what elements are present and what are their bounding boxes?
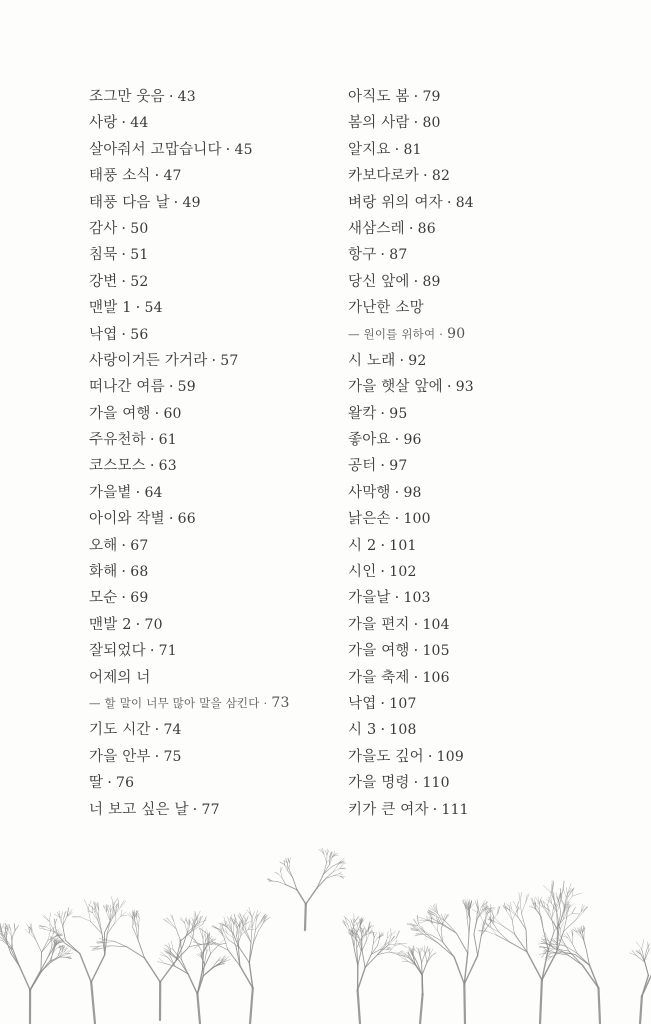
- toc-entry-title: 태풍 소식: [89, 168, 151, 185]
- toc-entry: [89, 453, 339, 479]
- toc-separator: ·: [380, 696, 386, 712]
- toc-entry-page: 61: [158, 432, 177, 449]
- toc-separator: ·: [121, 564, 127, 581]
- toc-entry: [348, 453, 608, 479]
- toc-entry: [348, 427, 608, 453]
- winter-trees-illustration: [0, 820, 651, 1024]
- toc-separator: ·: [413, 616, 419, 633]
- toc-separator: ·: [408, 220, 414, 237]
- toc-entry-title: 낡은손: [348, 511, 391, 528]
- toc-entry-title: 태풍 다음 날: [89, 194, 170, 211]
- toc-entry-page: 50: [130, 220, 149, 237]
- toc-entry-title: 살아줘서 고맙습니다: [89, 141, 222, 158]
- toc-separator: ·: [427, 748, 433, 765]
- toc-separator: ·: [446, 379, 452, 396]
- toc-separator: ·: [121, 115, 127, 132]
- toc-separator: ·: [121, 590, 127, 607]
- toc-entry-page: 77: [201, 801, 220, 818]
- toc-separator: ·: [168, 89, 174, 105]
- toc-entry-title: 시인: [348, 564, 377, 581]
- toc-entry: [348, 137, 608, 163]
- toc-entry-page: 69: [130, 590, 149, 607]
- toc-entry-title: 맨발 2: [89, 616, 132, 633]
- toc-entry-title: 사막행: [348, 484, 391, 501]
- toc-entry: [348, 348, 608, 374]
- toc-separator: ·: [154, 405, 160, 422]
- toc-entry-page: 57: [220, 352, 239, 369]
- toc-separator: ·: [394, 590, 400, 607]
- toc-entry-page: 102: [389, 564, 417, 581]
- toc-separator: ·: [263, 695, 268, 710]
- toc-entry: [348, 744, 608, 770]
- toc-entry: [89, 638, 339, 664]
- toc-entry: [89, 797, 339, 823]
- toc-entry: [89, 137, 339, 163]
- toc-entry-page: 106: [422, 669, 450, 686]
- toc-entry: [89, 506, 339, 532]
- toc-entry: [89, 559, 339, 585]
- toc-entry-page: 44: [130, 115, 149, 132]
- toc-entry-page: 90: [447, 325, 466, 342]
- toc-entry-title: 아이와 작별: [89, 511, 165, 528]
- toc-entry: [348, 506, 608, 532]
- toc-separator: ·: [154, 168, 160, 185]
- toc-entry-title: 카보다로카: [348, 168, 420, 185]
- toc-entry: [348, 84, 608, 110]
- toc-entry: [89, 110, 339, 136]
- toc-entry-title: 화해: [89, 564, 118, 581]
- toc-entry-page: 76: [116, 775, 135, 792]
- toc-entry-title: 낙엽: [89, 326, 118, 343]
- toc-entry: [348, 401, 608, 427]
- toc-entry-title: 사랑: [89, 115, 118, 132]
- toc-separator: ·: [432, 801, 438, 818]
- toc-entry-title: 가을도 깊어: [348, 748, 424, 765]
- toc-separator: ·: [413, 273, 419, 290]
- toc-entry-title: 주유천하: [89, 432, 146, 449]
- toc-entry-page: 104: [422, 616, 450, 633]
- toc-separator: ·: [149, 458, 155, 475]
- toc-entry-page: 92: [408, 352, 427, 369]
- toc-entry-page: 67: [130, 537, 149, 554]
- toc-separator: ·: [211, 352, 217, 369]
- toc-entry: [348, 797, 608, 823]
- toc-entry-page: 52: [130, 273, 149, 290]
- toc-entry: [348, 559, 608, 585]
- toc-separator: ·: [380, 537, 386, 554]
- toc-entry: [89, 717, 339, 743]
- toc-separator: ·: [380, 247, 386, 264]
- toc-entry-title: 새삼스레: [348, 220, 405, 237]
- toc-entry-page: 97: [389, 458, 408, 475]
- toc-entry-title: 가을볕: [89, 484, 132, 501]
- toc-entry: [348, 585, 608, 611]
- toc-entry-title: 침묵: [89, 247, 118, 264]
- toc-separator: ·: [121, 247, 127, 264]
- toc-entry: [348, 480, 608, 506]
- toc-entry-page: 59: [177, 379, 196, 396]
- toc-left-column: [89, 84, 339, 823]
- toc-entry: [89, 190, 339, 216]
- toc-entry-title: 사랑이거든 가거라: [89, 352, 208, 369]
- toc-entry-title: 오해: [89, 537, 118, 554]
- toc-separator: ·: [394, 511, 400, 528]
- toc-separator: ·: [121, 220, 127, 237]
- toc-entry: [89, 163, 339, 189]
- toc-entry: [89, 770, 339, 796]
- toc-entry-title: 가을 안부: [89, 748, 151, 765]
- toc-entry-title: 감사: [89, 220, 118, 237]
- toc-entry: [348, 770, 608, 796]
- toc-entry-title: 가을 명령: [348, 775, 410, 792]
- toc-separator: ·: [154, 722, 160, 739]
- toc-entry-title: 너 보고 싶은 날: [89, 801, 189, 818]
- toc-separator: ·: [168, 379, 174, 396]
- toc-entry-page: 75: [163, 748, 182, 765]
- toc-separator: ·: [413, 669, 419, 686]
- toc-entry: [89, 401, 339, 427]
- toc-separator: ·: [394, 141, 400, 158]
- toc-entry-page: 86: [417, 220, 436, 237]
- toc-entry: [89, 295, 339, 321]
- toc-entry: [89, 480, 339, 506]
- toc-entry-page: 110: [422, 775, 450, 792]
- toc-entry-page: 108: [389, 722, 417, 739]
- toc-entry-page: 93: [455, 379, 474, 396]
- toc-entry-title: 가난한 소망: [348, 300, 424, 317]
- toc-separator: ·: [413, 115, 419, 132]
- toc-entry-page: 64: [144, 484, 163, 501]
- toc-entry-page: 95: [389, 405, 408, 422]
- toc-entry-title: 기도 시간: [89, 722, 151, 739]
- toc-entry-title: 강변: [89, 273, 118, 290]
- toc-entry-page: 70: [144, 616, 163, 633]
- toc-entry-page: 81: [403, 141, 422, 158]
- toc-separator: ·: [399, 352, 405, 369]
- toc-separator: ·: [168, 511, 174, 528]
- toc-separator: ·: [107, 775, 113, 792]
- toc-entry-page: 103: [403, 590, 431, 607]
- toc-entry-title: 가을날: [348, 590, 391, 607]
- toc-entry-page: 109: [436, 748, 464, 765]
- toc-entry: [348, 269, 608, 295]
- toc-entry-page: 98: [403, 484, 422, 501]
- toc-entry: [89, 585, 339, 611]
- toc-entry: [89, 348, 339, 374]
- toc-separator: ·: [380, 564, 386, 581]
- toc-separator: ·: [225, 141, 231, 158]
- toc-entry-page: 68: [130, 564, 149, 581]
- toc-entry-subtitle: — 할 말이 너무 많아 말을 삼킨다: [89, 695, 260, 710]
- toc-entry: [89, 612, 339, 638]
- toc-separator: ·: [149, 643, 155, 660]
- toc-entry-title: 시 2: [348, 537, 377, 554]
- toc-entry: [348, 691, 608, 717]
- toc-entry-page: 45: [234, 141, 253, 158]
- toc-entry-page: 54: [144, 300, 163, 317]
- toc-separator: ·: [380, 722, 386, 739]
- toc-entry-subtitle: — 원이를 위하여: [348, 326, 436, 341]
- toc-right-column: [348, 84, 608, 823]
- toc-entry: [89, 84, 339, 110]
- toc-entry: [348, 374, 608, 400]
- toc-entry-title: 왈칵: [348, 405, 377, 422]
- toc-entry: [348, 533, 608, 559]
- toc-entry-page: 49: [182, 194, 201, 211]
- toc-entry-page: 74: [163, 722, 182, 739]
- toc-separator: ·: [413, 89, 419, 105]
- toc-entry: [348, 665, 608, 691]
- toc-separator: ·: [121, 537, 127, 554]
- toc-entry-page: 56: [130, 326, 149, 343]
- toc-entry: [89, 533, 339, 559]
- toc-separator: ·: [121, 326, 127, 343]
- toc-entry-title: 낙엽: [348, 696, 377, 712]
- toc-entry-page: 82: [431, 168, 451, 185]
- toc-entry-title: 가을 햇살 앞에: [348, 379, 443, 396]
- toc-separator: ·: [173, 194, 179, 211]
- toc-entry: [348, 717, 608, 743]
- toc-entry-title: 시 노래: [348, 352, 396, 369]
- toc-entry-title: 잘되었다: [89, 643, 146, 660]
- toc-entry-page: 63: [158, 458, 177, 475]
- toc-entry-title: 조그만 웃음: [89, 89, 165, 105]
- toc-separator: ·: [394, 432, 400, 449]
- toc-entry-page: 87: [389, 247, 408, 264]
- toc-separator: ·: [423, 168, 428, 185]
- toc-entry-page: 96: [403, 432, 422, 449]
- toc-entry-title: 가을 축제: [348, 669, 410, 686]
- toc-entry-title: 가을 여행: [89, 405, 151, 422]
- toc-entry-title: 봄의 사람: [348, 115, 410, 132]
- toc-entry-title: 딸: [89, 775, 104, 792]
- toc-entry-page: 60: [163, 405, 182, 422]
- toc-entry-page: 79: [422, 89, 441, 105]
- toc-entry-page: 71: [158, 643, 177, 660]
- toc-entry-title: 아직도 봄: [348, 89, 410, 105]
- toc-entry-page: 47: [163, 168, 182, 185]
- toc-entry-title: 시 3: [348, 722, 377, 739]
- toc-entry: [89, 216, 339, 242]
- toc-entry-page: 101: [389, 537, 417, 554]
- toc-separator: ·: [413, 643, 419, 660]
- toc-separator: ·: [192, 801, 198, 818]
- toc-entry-title: 알지요: [348, 141, 391, 158]
- toc-separator: ·: [121, 273, 127, 290]
- toc-separator: ·: [446, 194, 452, 211]
- toc-separator: ·: [380, 405, 386, 422]
- toc-entry: [348, 295, 608, 348]
- toc-entry-page: 107: [389, 696, 417, 712]
- toc-entry: [348, 216, 608, 242]
- toc-entry-page: 51: [130, 247, 149, 264]
- toc-entry: [348, 612, 608, 638]
- toc-entry-page: 89: [422, 273, 441, 290]
- toc-entry-title: 맨발 1: [89, 300, 132, 317]
- toc-entry-page: 100: [403, 511, 431, 528]
- toc-entry: [89, 427, 339, 453]
- toc-separator: ·: [135, 484, 141, 501]
- toc-separator: ·: [135, 300, 141, 317]
- toc-entry-page: 111: [441, 801, 469, 818]
- toc-entry: [348, 242, 608, 268]
- toc-entry-page: 73: [271, 694, 290, 711]
- toc-entry: [348, 190, 608, 216]
- toc-entry-page: 66: [177, 511, 196, 528]
- toc-entry-title: 당신 앞에: [348, 273, 410, 290]
- toc-separator: ·: [154, 748, 160, 765]
- toc-entry: [89, 744, 339, 770]
- toc-entry: [89, 322, 339, 348]
- toc-separator: ·: [439, 326, 444, 341]
- toc-entry-title: 키가 큰 여자: [348, 801, 429, 818]
- toc-entry-title: 가을 편지: [348, 616, 410, 633]
- toc-entry-title: 떠나간 여름: [89, 379, 165, 396]
- toc-entry-title: 어제의 너: [89, 669, 151, 686]
- toc-entry-page: 80: [422, 115, 441, 132]
- toc-entry: [89, 269, 339, 295]
- toc-separator: ·: [380, 458, 386, 475]
- toc-entry: [348, 163, 608, 189]
- toc-entry-page: 84: [455, 194, 474, 211]
- toc-entry-title: 모순: [89, 590, 118, 607]
- toc-entry: [348, 110, 608, 136]
- toc-separator: ·: [413, 775, 419, 792]
- toc-entry-title: 항구: [348, 247, 377, 264]
- toc-entry: [89, 242, 339, 268]
- toc-entry-title: 가을 여행: [348, 643, 410, 660]
- toc-separator: ·: [135, 616, 141, 633]
- toc-entry-title: 벼랑 위의 여자: [348, 194, 443, 211]
- toc-entry: [89, 374, 339, 400]
- toc-entry: [348, 638, 608, 664]
- toc-entry-page: 105: [422, 643, 450, 660]
- toc-entry-title: 공터: [348, 458, 377, 475]
- toc-entry-title: 코스모스: [89, 458, 146, 475]
- toc-entry-title: 좋아요: [348, 432, 391, 449]
- toc-separator: ·: [149, 432, 155, 449]
- toc-entry: [89, 665, 339, 718]
- toc-separator: ·: [394, 484, 400, 501]
- toc-entry-page: 43: [177, 89, 196, 105]
